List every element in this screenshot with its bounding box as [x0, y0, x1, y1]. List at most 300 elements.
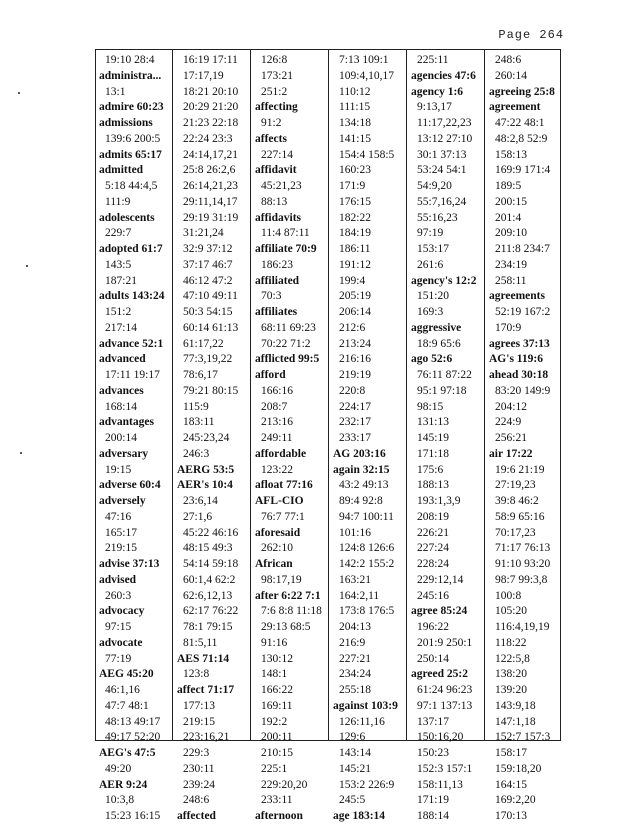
index-reference: 262:10: [261, 542, 293, 555]
index-reference: 164:15: [495, 778, 527, 791]
index-reference: 182:22: [339, 211, 371, 224]
index-reference: 60:14 61:13: [183, 321, 239, 334]
index-reference: 258:11: [495, 274, 527, 287]
index-reference: 228:24: [417, 558, 449, 570]
index-reference: 225:11: [417, 54, 449, 66]
index-reference: 25:8 26:2,6: [183, 164, 236, 177]
index-reference: 97:19: [417, 227, 444, 240]
index-reference: 229:3: [183, 747, 210, 759]
index-reference: 16:19 17:11: [183, 54, 238, 66]
index-reference: 234:24: [339, 668, 371, 681]
index-reference: 122:5,8: [495, 652, 530, 665]
index-reference: 159:18,20: [495, 762, 542, 775]
index-reference: 193:1,3,9: [417, 495, 461, 507]
index-term: again 32:15: [333, 463, 390, 476]
index-reference: 109:4,10,17: [339, 69, 394, 82]
index-term: AEG's 47:5: [99, 747, 156, 759]
index-reference: 255:18: [339, 684, 371, 696]
index-reference: 48:15 49:3: [183, 542, 233, 555]
index-reference: 124:8 126:6: [339, 542, 395, 555]
index-reference: 145:19: [417, 432, 449, 444]
index-reference: 26:14,21,23: [183, 180, 238, 192]
index-reference: 11:17,22,23: [417, 117, 472, 129]
index-reference: 45:22 46:16: [183, 526, 239, 539]
index-term: agree 85:24: [411, 605, 468, 618]
index-term: admire 60:23: [99, 101, 164, 114]
index-reference: 24:14,17,21: [183, 148, 238, 161]
index-term: ahead 30:18: [489, 369, 549, 381]
index-reference: 217:14: [105, 321, 137, 334]
index-term: ago 52:6: [411, 353, 453, 366]
index-term: age 183:14: [333, 810, 386, 822]
index-term: advised: [99, 573, 137, 586]
index-reference: 60:1,4 62:2: [183, 573, 236, 586]
index-reference: 71:17 76:13: [495, 542, 551, 555]
index-reference: 139:6 200:5: [105, 132, 161, 145]
index-reference: 29:13 68:5: [261, 621, 311, 633]
index-reference: 216:16: [339, 353, 371, 366]
index-reference: 7:6 8:8 11:18: [261, 605, 322, 618]
index-reference: 22:24 23:3: [183, 132, 233, 145]
index-reference: 23:6,14: [183, 495, 218, 507]
index-term: affiliate 70:9: [255, 243, 317, 255]
index-reference: 49:17 52:20: [105, 731, 161, 744]
index-term: admits 65:17: [99, 148, 162, 161]
index-reference: 62:6,12,13: [183, 589, 233, 602]
index-reference: 204:13: [339, 621, 371, 633]
index-term: AER 9:24: [99, 778, 148, 791]
index-reference: 248:6: [495, 54, 522, 66]
index-reference: 227:14: [261, 148, 293, 161]
index-reference: 234:19: [495, 258, 527, 271]
index-reference: 152:7 157:3: [495, 731, 551, 744]
index-reference: 173:8 176:5: [339, 605, 395, 618]
index-reference: 154:4 158:5: [339, 148, 395, 161]
index-term: affects: [255, 132, 287, 145]
index-reference: 152:3 157:1: [417, 762, 473, 775]
index-term: AERG 53:5: [177, 463, 235, 476]
index-reference: 110:12: [339, 85, 371, 98]
index-reference: 165:17: [105, 526, 137, 539]
index-column-5: [411, 53, 487, 825]
index-reference: 200:11: [261, 731, 293, 744]
index-reference: 123:8: [183, 668, 210, 681]
index-reference: 245:23,24: [183, 432, 230, 444]
index-term: agency 1:6: [411, 85, 464, 98]
index-term: affiliates: [255, 306, 298, 318]
index-column-1: [99, 53, 175, 825]
index-reference: 250:14: [417, 652, 449, 665]
index-reference: 141:15: [339, 132, 371, 145]
index-reference: 233:17: [339, 432, 371, 444]
index-column-2: [177, 53, 253, 825]
index-term: admissions: [99, 117, 153, 129]
index-reference: 170:9: [495, 321, 522, 334]
index-reference: 201:4: [495, 211, 522, 224]
index-reference: 183:11: [183, 416, 215, 429]
index-term: afflicted 99:5: [255, 353, 320, 366]
index-reference: 158:11,13: [417, 778, 463, 791]
index-reference: 260:3: [105, 589, 132, 602]
index-term: agreed 25:2: [411, 668, 468, 681]
index-reference: 123:22: [261, 463, 293, 476]
index-reference: 227:24: [417, 542, 449, 555]
index-reference: 105:20: [495, 605, 527, 618]
index-term: aforesaid: [255, 526, 301, 539]
index-reference: 209:10: [495, 227, 527, 240]
index-term: advocate: [99, 636, 143, 649]
index-reference: 13:1: [105, 85, 126, 98]
index-reference: 224:17: [339, 400, 371, 413]
index-reference: 98:7 99:3,8: [495, 573, 548, 586]
index-reference: 138:20: [495, 668, 527, 681]
index-reference: 20:29 21:20: [183, 101, 239, 114]
index-reference: 224:9: [495, 416, 522, 429]
index-reference: 176:15: [339, 195, 371, 208]
index-reference: 134:18: [339, 117, 371, 129]
index-reference: 175:6: [417, 463, 444, 476]
index-reference: 49:20: [105, 762, 132, 775]
index-reference: 95:1 97:18: [417, 384, 467, 397]
index-term: AER's 10:4: [177, 479, 233, 492]
index-reference: 70:3: [261, 290, 282, 303]
index-reference: 52:19 167:2: [495, 306, 551, 318]
index-reference: 54:9,20: [417, 180, 452, 192]
index-reference: 239:24: [183, 778, 215, 791]
index-column-4: [333, 53, 409, 825]
index-reference: 173:21: [261, 69, 293, 82]
index-reference: 220:8: [339, 384, 366, 397]
index-reference: 169:2,20: [495, 794, 536, 807]
index-reference: 29:19 31:19: [183, 211, 239, 224]
index-reference: 19:15: [105, 463, 132, 476]
index-reference: 169:9 171:4: [495, 164, 551, 177]
index-reference: 142:2 155:2: [339, 558, 395, 570]
index-reference: 213:16: [261, 416, 293, 429]
index-reference: 47:10 49:11: [183, 290, 238, 303]
index-reference: 76:11 87:22: [417, 369, 472, 381]
index-term: agencies 47:6: [411, 69, 476, 82]
index-reference: 151:20: [417, 290, 449, 303]
index-reference: 116:4,19,19: [495, 621, 550, 633]
index-term: AES 71:14: [177, 652, 230, 665]
index-term: advantages: [99, 416, 154, 429]
index-reference: 186:11: [339, 243, 371, 255]
index-reference: 43:2 49:13: [339, 479, 389, 492]
index-reference: 171:9: [339, 180, 366, 192]
index-reference: 166:22: [261, 684, 293, 696]
index-reference: 13:12 27:10: [417, 132, 473, 145]
index-term: adversely: [99, 495, 146, 507]
index-reference: 31:21,24: [183, 227, 224, 240]
index-reference: 249:11: [261, 432, 293, 444]
index-reference: 79:21 80:15: [183, 384, 239, 397]
index-reference: 77:3,19,22: [183, 353, 233, 366]
index-reference: 246:3: [183, 447, 210, 460]
scan-speck: [20, 452, 22, 454]
index-reference: 118:22: [495, 636, 527, 649]
index-reference: 77:19: [105, 652, 132, 665]
index-reference: 137:17: [417, 715, 449, 728]
index-reference: 30:1 37:13: [417, 148, 467, 161]
index-term: AFL-CIO: [255, 495, 304, 507]
index-reference: 130:12: [261, 652, 293, 665]
index-term: after 6:22 7:1: [255, 589, 321, 602]
index-reference: 94:7 100:11: [339, 510, 394, 523]
index-reference: 153:2 226:9: [339, 778, 395, 791]
index-reference: 211:8 234:7: [495, 243, 550, 255]
index-reference: 100:8: [495, 589, 522, 602]
index-reference: 226:21: [417, 526, 449, 539]
index-term: affected: [177, 810, 216, 822]
index-term: affect 71:17: [177, 684, 235, 696]
index-reference: 32:9 37:12: [183, 243, 233, 255]
index-reference: 169:3: [417, 306, 444, 318]
index-reference: 89:4 92:8: [339, 495, 383, 507]
index-reference: 158:17: [495, 747, 527, 759]
index-term: afternoon: [255, 810, 303, 822]
index-reference: 213:24: [339, 337, 371, 350]
index-reference: 37:17 46:7: [183, 258, 233, 271]
index-term: afloat 77:16: [255, 479, 313, 492]
index-reference: 204:12: [495, 400, 527, 413]
index-term: advance 52:1: [99, 337, 164, 350]
index-reference: 192:2: [261, 715, 288, 728]
index-reference: 131:13: [417, 416, 449, 429]
index-reference: 188:14: [417, 810, 449, 822]
index-reference: 45:21,23: [261, 180, 302, 192]
index-term: admitted: [99, 164, 144, 177]
index-reference: 151:2: [105, 306, 132, 318]
index-reference: 208:19: [417, 510, 449, 523]
index-reference: 260:14: [495, 69, 527, 82]
index-term: affidavits: [255, 211, 301, 224]
index-reference: 54:14 59:18: [183, 558, 239, 570]
index-reference: 9:13,17: [417, 101, 452, 114]
index-reference: 143:9,18: [495, 699, 536, 712]
index-term: affordable: [255, 447, 307, 460]
index-reference: 139:20: [495, 684, 527, 696]
index-reference: 19:6 21:19: [495, 463, 545, 476]
index-reference: 48:13 49:17: [105, 715, 161, 728]
index-reference: 101:16: [339, 526, 371, 539]
index-reference: 50:3 54:15: [183, 306, 233, 318]
index-reference: 91:10 93:20: [495, 558, 551, 570]
index-reference: 212:6: [339, 321, 366, 334]
index-reference: 83:20 149:9: [495, 384, 551, 397]
index-term: agrees 37:13: [489, 337, 550, 350]
index-reference: 232:17: [339, 416, 371, 429]
index-reference: 245:16: [417, 589, 449, 602]
index-reference: 27:1,6: [183, 510, 213, 523]
index-reference: 150:16,20: [417, 731, 464, 744]
index-reference: 188:13: [417, 479, 449, 492]
index-term: air 17:22: [489, 447, 533, 460]
index-reference: 171:18: [417, 447, 449, 460]
index-reference: 158:13: [495, 148, 527, 161]
index-reference: 53:24 54:1: [417, 164, 467, 177]
index-reference: 11:4 87:11: [261, 227, 310, 240]
index-reference: 97:15: [105, 621, 132, 633]
index-reference: 219:15: [183, 715, 215, 728]
index-reference: 76:7 77:1: [261, 510, 305, 523]
index-reference: 98:17,19: [261, 573, 302, 586]
index-reference: 5:18 44:4,5: [105, 180, 158, 192]
index-reference: 55:16,23: [417, 211, 458, 224]
index-term: adversary: [99, 447, 149, 460]
index-term: against 103:9: [333, 699, 398, 712]
index-reference: 17:17,19: [183, 69, 224, 82]
index-reference: 200:15: [495, 195, 527, 208]
index-reference: 251:2: [261, 85, 288, 98]
index-reference: 70:17,23: [495, 526, 536, 539]
index-term: afford: [255, 369, 286, 381]
index-reference: 129:6: [339, 731, 366, 744]
index-reference: 145:21: [339, 762, 371, 775]
index-reference: 223:16,21: [183, 731, 230, 744]
index-reference: 168:14: [105, 400, 137, 413]
index-reference: 245:5: [339, 794, 366, 807]
page-number: Page 264: [498, 28, 564, 42]
index-reference: 229:12,14: [417, 573, 464, 586]
index-reference: 233:11: [261, 794, 293, 807]
index-reference: 166:16: [261, 384, 293, 397]
index-term: AEG 45:20: [99, 668, 154, 681]
index-reference: 229:7: [105, 227, 132, 240]
index-reference: 219:15: [105, 542, 137, 555]
index-reference: 78:1 79:15: [183, 621, 233, 633]
index-reference: 171:19: [417, 794, 449, 807]
index-reference: 91:2: [261, 117, 282, 129]
index-term: adopted 61:7: [99, 243, 163, 255]
index-reference: 58:9 65:16: [495, 510, 545, 523]
index-reference: 47:7 48:1: [105, 699, 149, 712]
index-reference: 186:23: [261, 258, 293, 271]
index-reference: 261:6: [417, 258, 444, 271]
index-reference: 170:13: [495, 810, 527, 822]
index-reference: 111:9: [105, 195, 131, 208]
index-term: affiliated: [255, 274, 300, 287]
index-reference: 91:16: [261, 636, 288, 649]
index-term: AG 203:16: [333, 447, 386, 460]
index-reference: 229:20,20: [261, 778, 308, 791]
index-reference: 10:3,8: [105, 794, 135, 807]
index-reference: 48:2,8 52:9: [495, 132, 548, 145]
index-reference: 199:4: [339, 274, 366, 287]
index-reference: 88:13: [261, 195, 288, 208]
index-reference: 177:13: [183, 699, 215, 712]
index-reference: 191:12: [339, 258, 371, 271]
index-term: adverse 60:4: [99, 479, 161, 492]
index-reference: 189:5: [495, 180, 522, 192]
index-reference: 225:1: [261, 762, 288, 775]
index-reference: 148:1: [261, 668, 288, 681]
index-term: advise 37:13: [99, 558, 160, 570]
index-term: adults 143:24: [99, 290, 165, 303]
index-reference: 208:7: [261, 400, 288, 413]
index-reference: 46:12 47:2: [183, 274, 233, 287]
index-reference: 39:8 46:2: [495, 495, 539, 507]
index-reference: 18:21 20:10: [183, 85, 239, 98]
index-column-6: [489, 53, 565, 825]
index-reference: 17:11 19:17: [105, 369, 160, 381]
index-reference: 143:5: [105, 258, 132, 271]
index-reference: 47:16: [105, 510, 132, 523]
index-reference: 187:21: [105, 274, 137, 287]
index-reference: 163:21: [339, 573, 371, 586]
index-reference: 81:5,11: [183, 636, 218, 649]
index-reference: 29:11,14,17: [183, 195, 238, 208]
index-term: affecting: [255, 101, 298, 114]
index-term: agreements: [489, 290, 545, 303]
index-reference: 55:7,16,24: [417, 195, 467, 208]
index-reference: 150:23: [417, 747, 449, 759]
index-reference: 126:8: [261, 54, 288, 66]
index-term: aggressive: [411, 321, 462, 334]
index-reference: 143:14: [339, 747, 371, 759]
index-reference: 210:15: [261, 747, 293, 759]
index-term: advanced: [99, 353, 146, 366]
index-term: advocacy: [99, 605, 145, 618]
index-reference: 164:2,11: [339, 589, 380, 602]
index-reference: 201:9 250:1: [417, 636, 473, 649]
index-reference: 256:21: [495, 432, 527, 444]
index-reference: 98:15: [417, 400, 444, 413]
index-reference: 19:10 28:4: [105, 54, 155, 66]
index-reference: 169:11: [261, 699, 293, 712]
index-reference: 61:24 96:23: [417, 684, 473, 696]
index-reference: 205:19: [339, 290, 371, 303]
index-reference: 126:11,16: [339, 715, 385, 728]
scan-speck: [26, 265, 28, 267]
index-reference: 68:11 69:23: [261, 321, 316, 334]
index-term: agreeing 25:8: [489, 85, 555, 98]
index-reference: 70:22 71:2: [261, 337, 311, 350]
index-term: affidavit: [255, 164, 297, 177]
index-term: agency's 12:2: [411, 274, 477, 287]
index-reference: 230:11: [183, 762, 215, 775]
index-reference: 160:23: [339, 164, 371, 177]
index-reference: 62:17 76:22: [183, 605, 239, 618]
index-reference: 115:9: [183, 400, 209, 413]
index-reference: 47:22 48:1: [495, 117, 545, 129]
index-reference: 219:19: [339, 369, 371, 381]
index-column-3: [255, 53, 331, 825]
index-reference: 184:19: [339, 227, 371, 240]
index-term: African: [255, 558, 293, 570]
index-reference: 248:6: [183, 794, 210, 807]
index-reference: 7:13 109:1: [339, 54, 389, 66]
index-reference: 78:6,17: [183, 369, 218, 381]
index-reference: 97:1 137:13: [417, 699, 473, 712]
index-term: advances: [99, 384, 144, 397]
scan-speck: [18, 92, 20, 94]
index-reference: 153:17: [417, 243, 449, 255]
index-reference: 206:14: [339, 306, 371, 318]
index-reference: 227:21: [339, 652, 371, 665]
index-reference: 111:15: [339, 101, 371, 114]
index-term: agreement: [489, 101, 541, 114]
index-reference: 46:1,16: [105, 684, 140, 696]
index-term: AG's 119:6: [489, 353, 543, 366]
index-reference: 147:1,18: [495, 715, 536, 728]
index-reference: 21:23 22:18: [183, 117, 239, 129]
index-reference: 15:23 16:15: [105, 810, 161, 822]
index-reference: 18:9 65:6: [417, 337, 461, 350]
index-reference: 27:19,23: [495, 479, 536, 492]
index-reference: 200:14: [105, 432, 137, 444]
index-reference: 216:9: [339, 636, 366, 649]
